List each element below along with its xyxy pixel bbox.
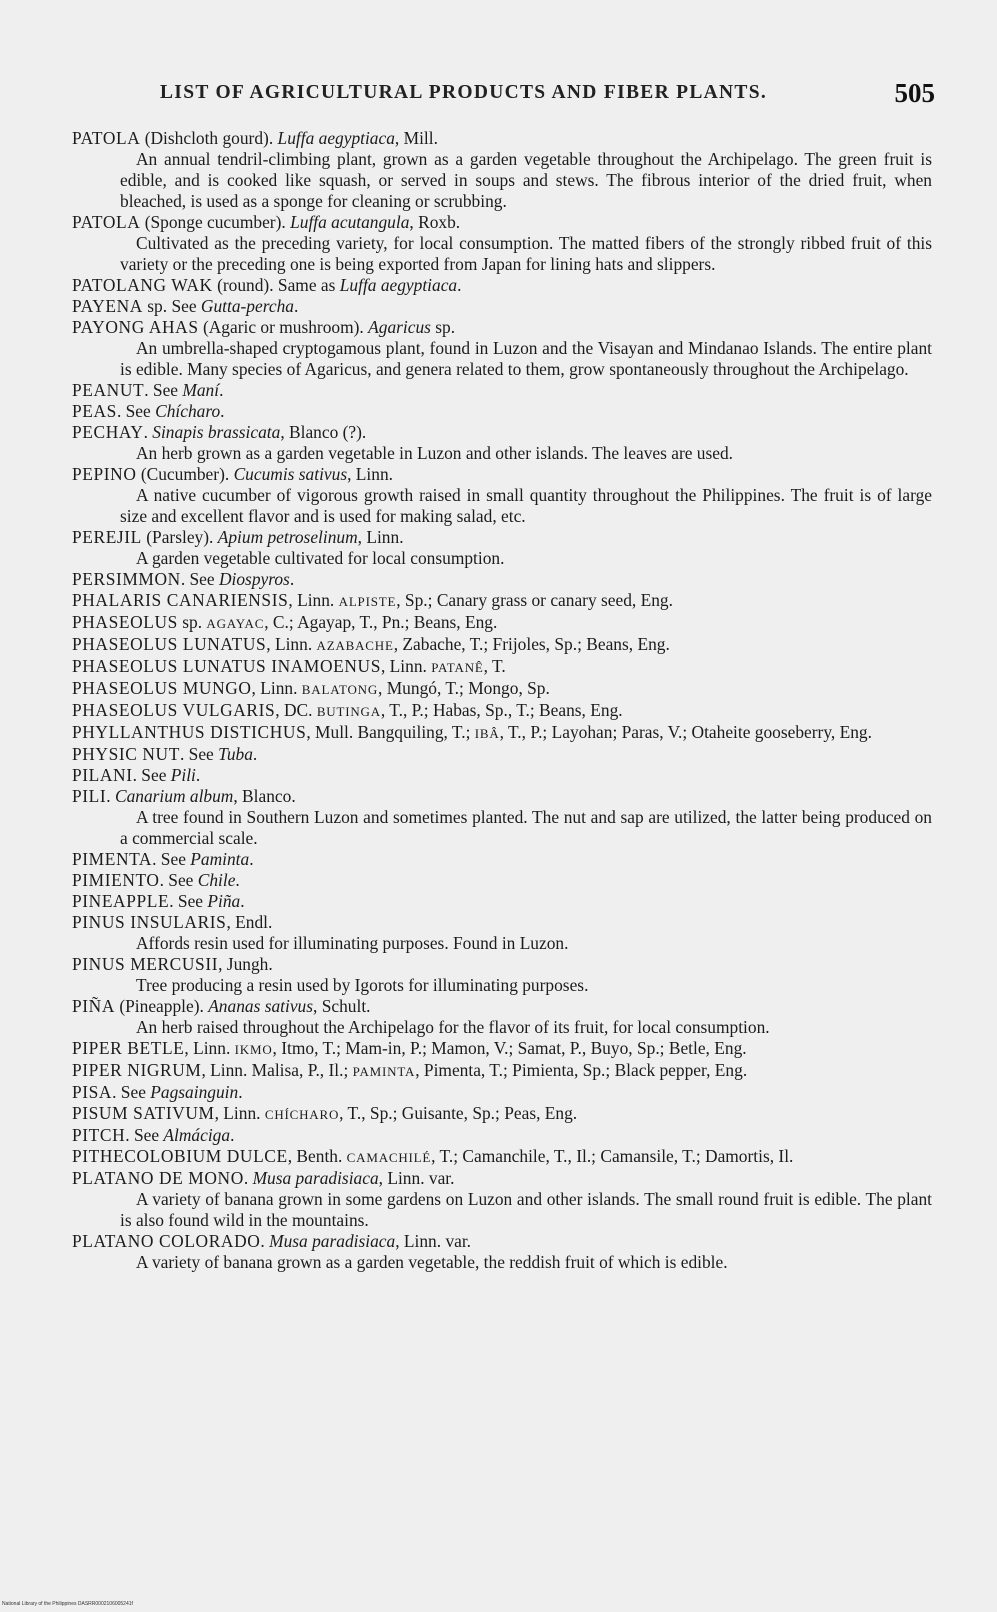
entry-heading <box>72 1038 932 1060</box>
entry-headword: PEAS <box>72 401 117 421</box>
entry-heading <box>72 401 932 422</box>
entry-headword: PHALARIS CANARIENSIS <box>72 590 289 610</box>
scientific-name: Pili <box>170 765 196 785</box>
entry-text: . See <box>159 870 198 890</box>
scientific-name: Gutta-percha <box>200 296 294 316</box>
scientific-name: Piña <box>207 891 241 911</box>
entry-text: , Mill. <box>394 128 438 148</box>
entry-headword: PHASEOLUS LUNATUS <box>72 634 267 654</box>
entry-text: (round). Same as <box>212 275 340 295</box>
entry-text: . See <box>125 1125 164 1145</box>
entry-text: . <box>249 849 254 869</box>
entry-text: , Linn. <box>214 1103 265 1123</box>
entry-text: , Pimenta, T.; Pimienta, Sp.; Black pepper, Eng. <box>415 1060 748 1080</box>
entry-heading <box>72 464 932 485</box>
local-name: AZABACHE <box>316 638 394 653</box>
entry-description: A variety of banana grown as a garden vegetable, the reddish fruit of which is edible. <box>136 1252 728 1272</box>
entry-heading <box>72 744 932 765</box>
entry-headword: PIMENTA <box>72 849 153 869</box>
local-name: BALATONG <box>301 682 379 697</box>
entry-headword: PILI <box>72 786 107 806</box>
entry-headword: PIMIENTO <box>72 870 160 890</box>
entries-list <box>72 128 932 1273</box>
entry-heading <box>72 422 932 443</box>
entry-headword: PERSIMMON <box>72 569 181 589</box>
entry-heading <box>72 1146 932 1168</box>
entry-headword: PISA <box>72 1082 113 1102</box>
entry-headword: PILANI <box>72 765 133 785</box>
entry-headword: PAYONG AHAS <box>72 317 199 337</box>
entry-text: , Benth. <box>287 1146 347 1166</box>
entry-headword: PINUS INSULARIS <box>72 912 227 932</box>
entry-headword: PLATANO DE MONO <box>72 1168 244 1188</box>
entry-headword: PECHAY <box>72 422 144 442</box>
scientific-name: Pagsainguin <box>150 1082 239 1102</box>
local-name: AGAYAC <box>206 616 265 631</box>
entry-headword: PAYENA <box>72 296 143 316</box>
entry-heading <box>72 700 932 722</box>
entry-text: . See <box>180 569 219 589</box>
entry-headword: PIPER NIGRUM <box>72 1060 202 1080</box>
entry-headword: PHASEOLUS VULGARIS <box>72 700 276 720</box>
entry-text: . <box>230 1125 235 1145</box>
entry-headword: PINUS MERCUSII <box>72 954 219 974</box>
entry-text: . <box>238 1082 243 1102</box>
entry-text: , Blanco (?). <box>280 422 367 442</box>
local-name: IKMO <box>234 1042 273 1057</box>
entry-heading <box>72 590 932 612</box>
entry-text: , T., Sp.; Guisante, Sp.; Peas, Eng. <box>339 1103 578 1123</box>
entry-text: , Linn. <box>288 590 339 610</box>
entry-heading <box>72 317 932 338</box>
entry-text: . <box>289 569 295 589</box>
scientific-name: Sinapis brassicata <box>152 422 281 442</box>
entry-headword: PEPINO <box>72 464 137 484</box>
scientific-name: Luffa acutangula <box>290 212 410 232</box>
entry-heading <box>72 870 932 891</box>
entry-text: . See <box>169 891 208 911</box>
entry-description: Affords resin used for illuminating purposes. Found in Luzon. <box>136 933 569 953</box>
entry-text: . <box>457 275 462 295</box>
entry-text: . <box>235 870 240 890</box>
entry-text: . <box>220 401 225 421</box>
local-name: ALPISTE <box>338 594 397 609</box>
entry-headword: PHYLLANTHUS DISTICHUS <box>72 722 307 742</box>
entry-heading <box>72 1082 932 1103</box>
entry-text: . <box>243 1168 253 1188</box>
entry-text: . See <box>116 401 156 421</box>
entry-text: sp. <box>430 317 456 337</box>
scientific-name: Diospyros <box>218 569 290 589</box>
scientific-name: Maní <box>182 380 220 400</box>
entry-description: An umbrella-shaped cryptogamous plant, found in Luzon and the Visayan and Mindanao Islands. The entire plant is edible. Many species of Agaricus, and genera related to them, grow spontaneously throughout the Archipelago. <box>120 338 932 379</box>
entry-text: , Itmo, T.; Mam-in, P.; Mamon, V.; Samat, P., Buyo, Sp.; Betle, Eng. <box>272 1038 747 1058</box>
entry-heading <box>72 1060 932 1082</box>
entry-text: . <box>195 765 201 785</box>
entry-text: , Mull. Bangquiling, T.; <box>306 722 475 742</box>
scientific-name: Musa paradisiaca <box>252 1168 379 1188</box>
entry-text: , Linn. <box>266 634 317 654</box>
entry-heading <box>72 891 932 912</box>
entry-text: , T.; Camanchile, T., Il.; Camansile, T.; Damortis, Il. <box>431 1146 794 1166</box>
entry-text: . See <box>144 380 183 400</box>
entry-text: , Sp.; Canary grass or canary seed, Eng. <box>396 590 673 610</box>
entry-heading <box>72 996 932 1017</box>
entry-text: . <box>293 296 299 316</box>
entry-text: , Linn. Malisa, P., Il.; <box>201 1060 353 1080</box>
entry-headword: PLATANO COLORADO <box>72 1231 261 1251</box>
entry-description: A tree found in Southern Luzon and sometimes planted. The nut and sap are utilized, the latter being produced on a commercial scale. <box>120 807 932 848</box>
entry-description: Tree producing a resin used by Igorots for illuminating purposes. <box>136 975 589 995</box>
scientific-name: Chile <box>197 870 236 890</box>
entry-headword: PITHECOLOBIUM DULCE <box>72 1146 288 1166</box>
entry-heading <box>72 612 932 634</box>
entry-heading <box>72 296 932 317</box>
entry-heading <box>72 212 932 233</box>
entry-text: sp. <box>177 612 207 632</box>
entry-headword: PITCH <box>72 1125 126 1145</box>
page-header <box>160 78 935 108</box>
entry-heading <box>72 656 932 678</box>
entry-headword: PISUM SATIVUM <box>72 1103 215 1123</box>
entry-text: . See <box>152 849 191 869</box>
entry-headword: PINEAPPLE <box>72 891 170 911</box>
entry-text: (Sponge cucumber). <box>140 212 291 232</box>
entry-text: , Linn. <box>184 1038 235 1058</box>
entry-heading <box>72 678 932 700</box>
entry-headword: PEREJIL <box>72 527 142 547</box>
entry-heading <box>72 765 932 786</box>
entry-text: . <box>240 891 245 911</box>
scientific-name: Luffa aegyptiaca <box>277 128 395 148</box>
entry-headword: PATOLANG WAK <box>72 275 213 295</box>
entry-text: , Mungó, T.; Mongo, Sp. <box>378 678 550 698</box>
entry-headword: PHASEOLUS LUNATUS INAMOENUS <box>72 656 381 676</box>
entry-description: An herb raised throughout the Archipelago for the flavor of its fruit, for local consumption. <box>136 1017 770 1037</box>
local-name: BUTINGA <box>316 704 381 719</box>
entry-text: , Linn. <box>347 464 393 484</box>
scientific-name: Ananas sativus <box>208 996 314 1016</box>
entry-text: , Linn. <box>380 656 432 676</box>
entry-text: , Linn. <box>251 678 302 698</box>
entry-heading <box>72 380 932 401</box>
entry-text: , Endl. <box>226 912 273 932</box>
entry-text: (Dishcloth gourd). <box>140 128 278 148</box>
entry-headword: PHYSIC NUT <box>72 744 180 764</box>
page-number: 505 <box>894 78 935 108</box>
entry-text: , T., P.; Layohan; Paras, V.; Otaheite gooseberry, Eng. <box>499 722 872 742</box>
local-name: PAMINTA <box>352 1064 416 1079</box>
entry-text: . <box>252 744 258 764</box>
entry-text: , C.; Agayap, T., Pn.; Beans, Eng. <box>264 612 498 632</box>
entry-description: A garden vegetable cultivated for local consumption. <box>136 548 505 568</box>
entry-heading <box>72 128 932 149</box>
entry-text: , Roxb. <box>409 212 461 232</box>
entry-text: . <box>260 1231 270 1251</box>
entry-description: A native cucumber of vigorous growth raised in small quantity throughout the Philippines. The fruit is of large size and excellent flavor and is used for making salad, etc. <box>120 485 932 526</box>
local-name: PATANÊ <box>431 660 484 675</box>
entry-heading <box>72 1125 932 1146</box>
entry-text: , Linn. var. <box>395 1231 472 1251</box>
scientific-name: Agaricus <box>368 317 431 337</box>
entry-text: . See <box>112 1082 151 1102</box>
scientific-name: Paminta <box>190 849 250 869</box>
local-name: IBÂ <box>474 726 500 741</box>
entry-heading <box>72 1103 932 1125</box>
scan-credit: National Library of the Philippines DASRR0002106005241f <box>2 1601 133 1607</box>
scientific-name: Tuba <box>218 744 253 764</box>
entry-text: (Parsley). <box>141 527 218 547</box>
entry-text: . See <box>179 744 219 764</box>
entry-text: . <box>106 786 115 806</box>
scientific-name: Chícharo <box>155 401 221 421</box>
entry-text: , Linn. var. <box>378 1168 455 1188</box>
entry-description: Cultivated as the preceding variety, for local consumption. The matted fibers of the strongly ribbed fruit of this variety or the preceding one is being exported from Japan for lining hats and slippers. <box>120 233 932 274</box>
entry-text: , T., P.; Habas, Sp., T.; Beans, Eng. <box>380 700 623 720</box>
scientific-name: Almáciga <box>163 1125 231 1145</box>
entry-text: . <box>143 422 153 442</box>
entry-headword: PHASEOLUS <box>72 612 178 632</box>
entry-heading <box>72 275 932 296</box>
entry-headword: PEANUT <box>72 380 145 400</box>
entry-text: sp. See <box>142 296 201 316</box>
entry-description: A variety of banana grown in some gardens on Luzon and other islands. The small round fruit is edible. The plant is also found wild in the mountains. <box>120 1189 932 1230</box>
entry-text: . <box>219 380 224 400</box>
entry-text: , Schult. <box>313 996 371 1016</box>
entry-heading <box>72 849 932 870</box>
running-title: LIST OF AGRICULTURAL PRODUCTS AND FIBER PLANTS. <box>160 82 768 103</box>
entry-heading <box>72 912 932 933</box>
entry-text: (Pineapple). <box>114 996 209 1016</box>
entry-headword: PATOLA <box>72 212 141 232</box>
local-name: CAMACHILÉ <box>346 1150 432 1165</box>
entry-text: , Blanco. <box>233 786 296 806</box>
entry-heading <box>72 1168 932 1189</box>
entry-text: , Jungh. <box>218 954 273 974</box>
scientific-name: Luffa aegyptiaca <box>339 275 458 295</box>
entry-heading <box>72 954 932 975</box>
scientific-name: Cucumis sativus <box>233 464 348 484</box>
entry-text: , Linn. <box>357 527 404 547</box>
entry-description: An annual tendril-climbing plant, grown as a garden vegetable throughout the Archipelago. The green fruit is edible, and is cooked like squash, or served in soups and stews. The fibrous interior of the dried fruit, when bleached, is used as a sponge for cleaning or scrubbing. <box>120 149 932 211</box>
entry-headword: PIPER BETLE <box>72 1038 185 1058</box>
entry-description: An herb grown as a garden vegetable in Luzon and other islands. The leaves are used. <box>136 443 734 463</box>
entry-heading <box>72 527 932 548</box>
entry-text: . See <box>132 765 171 785</box>
entry-text: , DC. <box>275 700 317 720</box>
entry-text: , T. <box>483 656 506 676</box>
entry-heading <box>72 786 932 807</box>
scientific-name: Apium petroselinum <box>217 527 358 547</box>
entry-heading <box>72 1231 932 1252</box>
entry-headword: PATOLA <box>72 128 141 148</box>
entry-text: , Zabache, T.; Frijoles, Sp.; Beans, Eng. <box>393 634 670 654</box>
scientific-name: Canarium album <box>114 786 234 806</box>
entry-headword: PIÑA <box>72 996 115 1016</box>
scientific-name: Musa paradisiaca <box>269 1231 396 1251</box>
entry-text: (Agaric or mushroom). <box>198 317 369 337</box>
entry-text: (Cucumber). <box>136 464 234 484</box>
entry-heading <box>72 569 932 590</box>
entry-headword: PHASEOLUS MUNGO <box>72 678 252 698</box>
local-name: CHÍCHARO <box>264 1107 340 1122</box>
entry-heading <box>72 722 932 744</box>
entry-heading <box>72 634 932 656</box>
